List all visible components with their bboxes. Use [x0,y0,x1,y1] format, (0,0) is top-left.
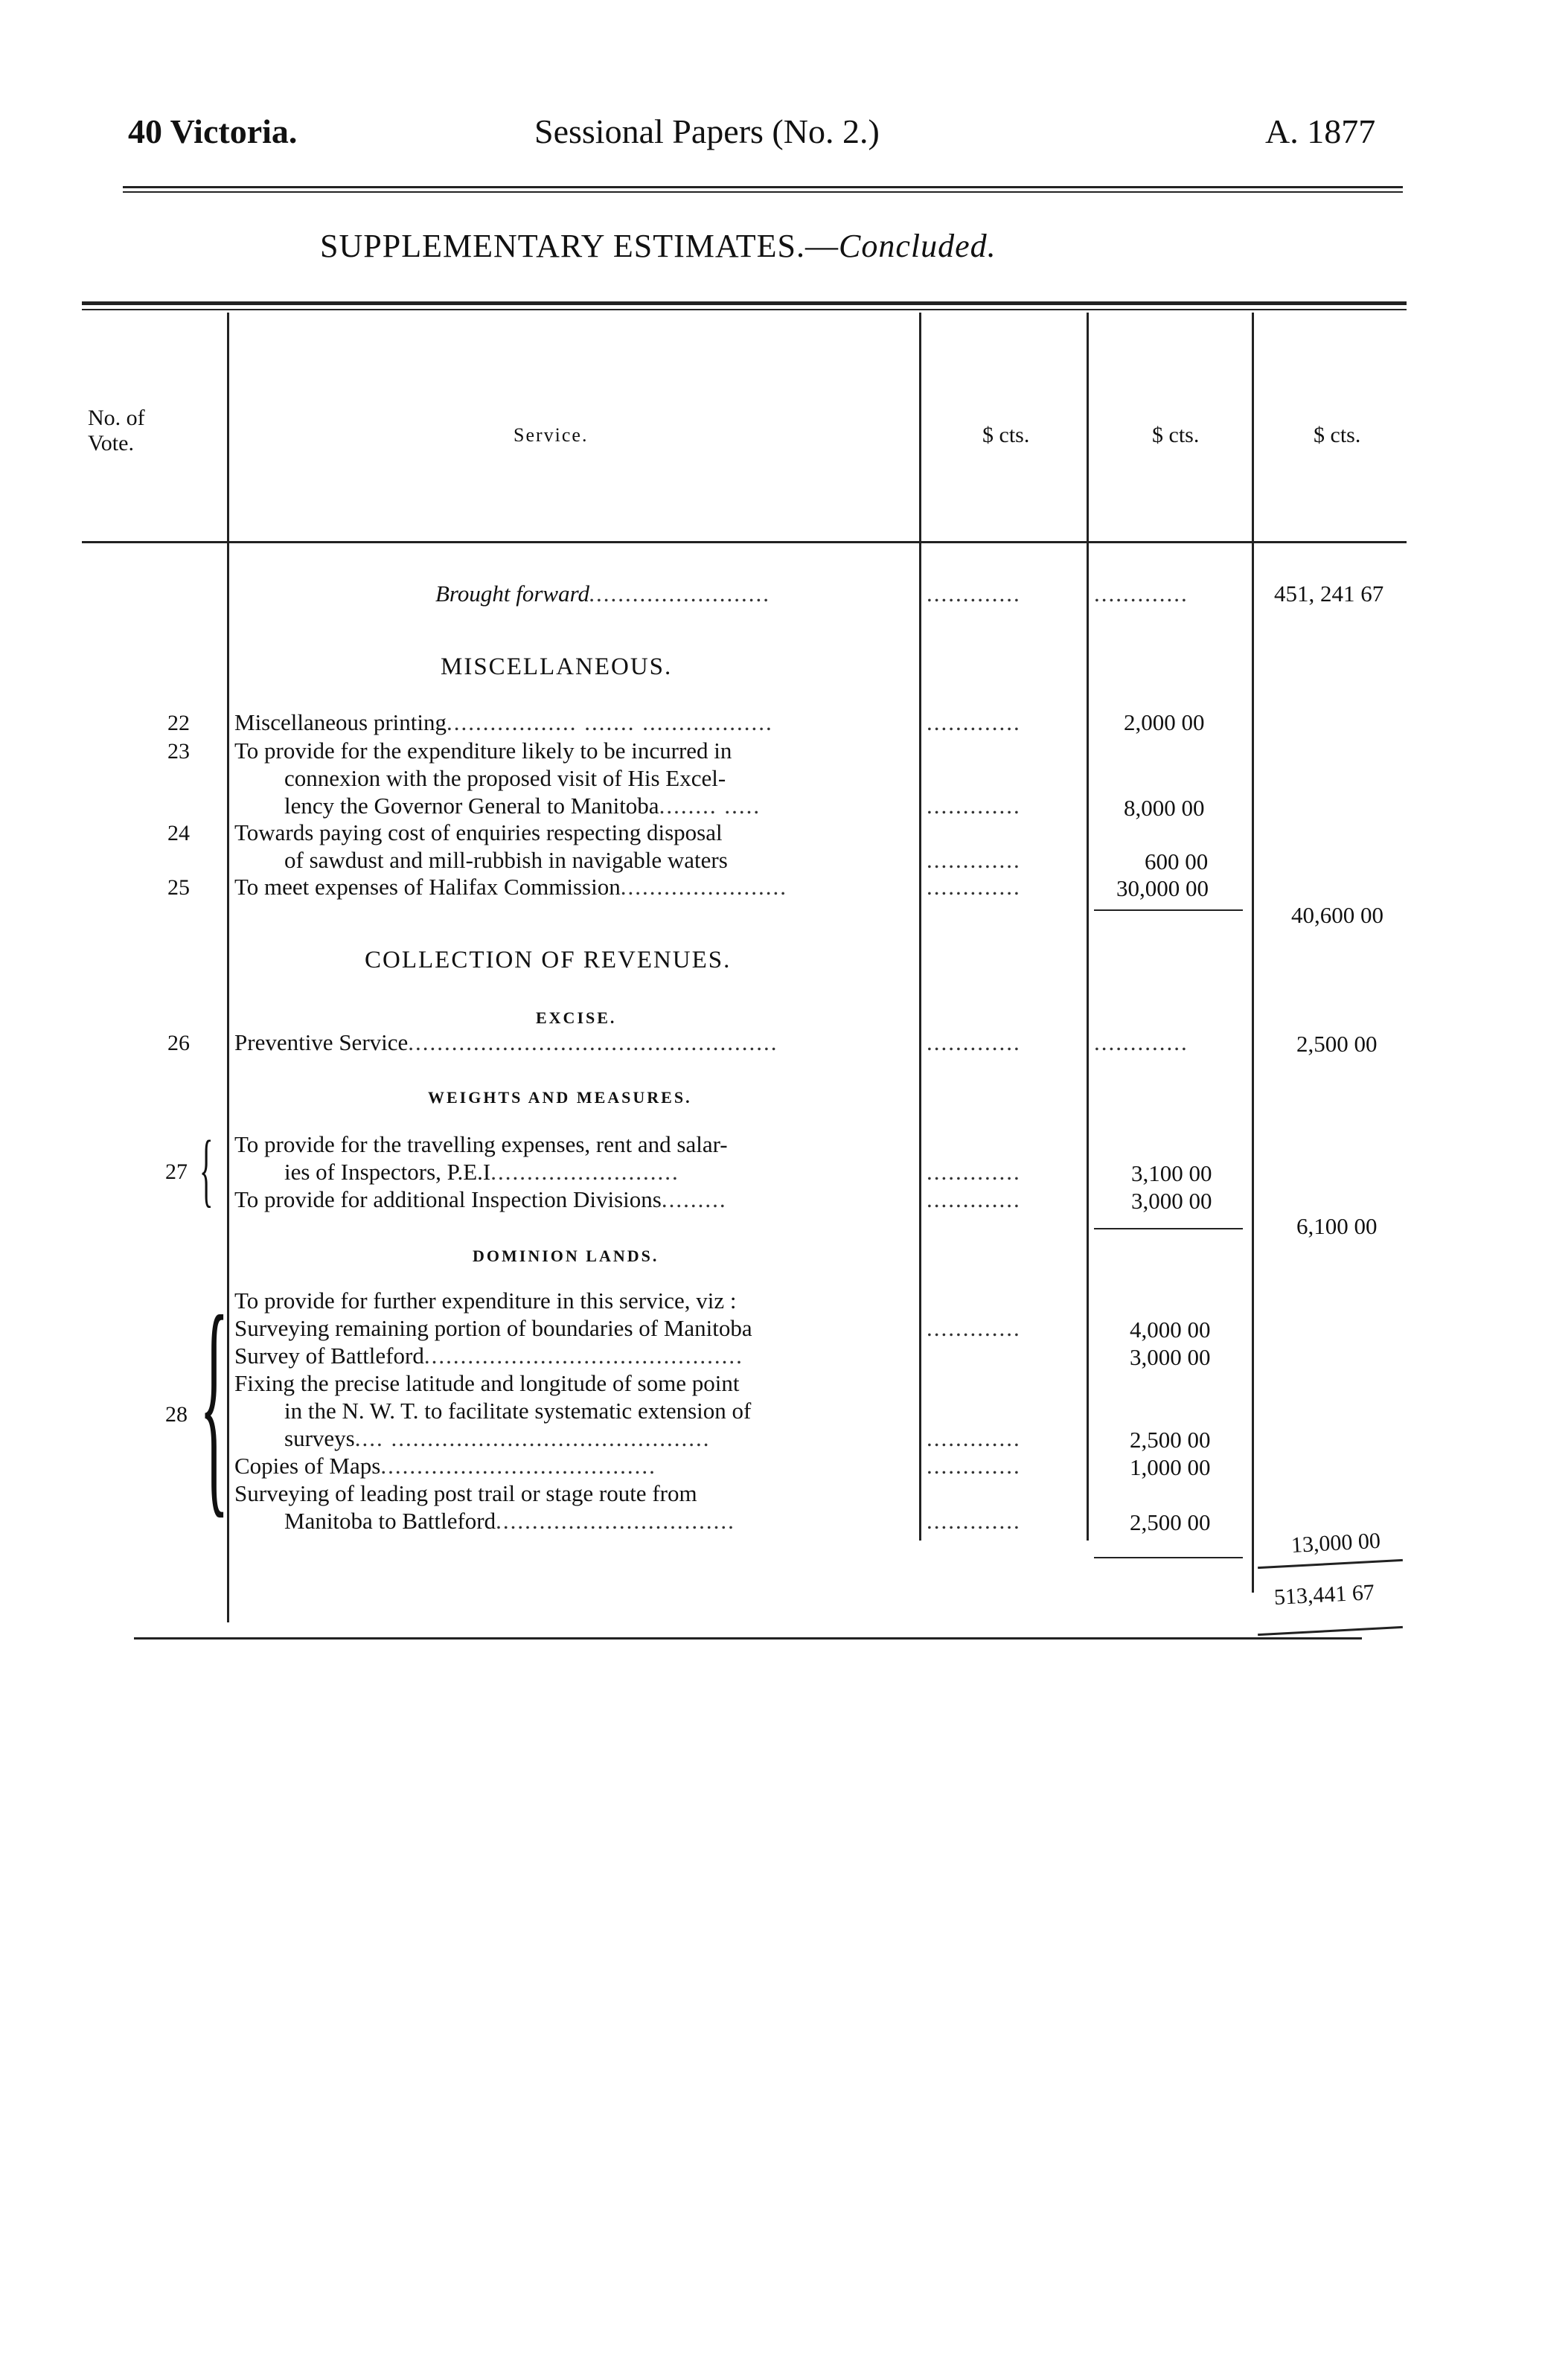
table-top-rule-2 [82,309,1407,310]
amount: 600 00 [1145,848,1209,874]
service-text: To provide for the expenditure likely to be incurred in [234,738,732,764]
col-head-amount-2: $ cts. [1152,423,1200,447]
leader: ............. [927,793,1021,819]
service-text: Copies of Maps...................................... [234,1453,656,1479]
vote-number: 26 [167,1031,190,1055]
service-text: of sawdust and mill-rubbish in navigable waters [284,847,728,873]
col-head-amount-1: $ cts. [982,423,1030,447]
service-text: To provide for further expenditure in this service, viz : [234,1287,737,1314]
amount: 4,000 00 [1130,1317,1211,1343]
amount: 2,500 00 [1130,1509,1211,1535]
brace: { [199,1267,229,1538]
subsection-excise: EXCISE. [536,1008,617,1027]
leader: ............. [927,1159,1021,1185]
service-text: Towards paying cost of enquiries respecting disposal [234,819,723,845]
header-volume: 40 Victoria. [128,112,298,150]
service-text: Survey of Battleford............................................ [234,1343,743,1369]
amount: 8,000 00 [1124,795,1205,821]
subtotal-rule [1094,1228,1243,1229]
subsection-dominion-lands: DOMINION LANDS. [473,1247,659,1265]
leader: ............. [1094,580,1189,607]
subtotal-rule [1094,1557,1243,1558]
table-top-rule [82,301,1407,305]
page-title [320,227,996,265]
vote-number: 22 [167,711,190,735]
service-text: in the N. W. T. to facilitate systematic extension of [284,1398,752,1424]
vote-number: 23 [167,739,190,764]
amount: 30,000 00 [1116,875,1209,901]
service-text: To provide for the travelling expenses, rent and salar- [234,1131,728,1157]
service-text: To meet expenses of Halifax Commission....................... [234,874,787,900]
section-total: 40,600 00 [1291,902,1383,928]
header-year: A. 1877 [1265,112,1376,150]
leader: ............. [927,1315,1021,1341]
grand-total: 513,441 67 [1273,1579,1375,1610]
service-text: ies of Inspectors, P.E.I.......................... [284,1159,679,1185]
vote-number: 27 [165,1159,188,1184]
section-total: 2,500 00 [1296,1031,1378,1057]
subsection-weights-and-measures: WEIGHTS AND MEASURES. [428,1088,692,1107]
section-total: 6,100 00 [1296,1213,1378,1239]
col-head-rule [82,541,1407,543]
leader: ............. [927,874,1021,900]
service-text: connexion with the proposed visit of His Excel- [284,765,726,791]
section-total: 13,000 00 [1290,1528,1381,1558]
section-collection-of-revenues: COLLECTION OF REVENUES. [365,947,732,973]
service-text: Surveying remaining portion of boundaries of Manitoba [234,1315,752,1341]
grand-total-rule [1258,1559,1403,1569]
col-rule-service [919,313,921,1541]
col-rule-amount-1 [1087,313,1089,1541]
amount: 3,000 00 [1130,1344,1211,1370]
service-text: Preventive Service................................................... [234,1029,778,1055]
leader: ............. [927,580,1021,607]
header-rule-2 [123,191,1403,193]
amount: 3,000 00 [1131,1188,1212,1214]
leader: ............. [927,1453,1021,1479]
amount: 1,000 00 [1130,1454,1211,1480]
vote-number: 25 [167,875,190,900]
page-title-italic: Concluded. [839,228,996,264]
col-head-vote: No. of Vote. [88,406,145,455]
leader: ............. [927,1425,1021,1451]
service-text: Manitoba to Battleford................................. [284,1508,735,1534]
brace: { [199,1124,214,1215]
vote-number: 24 [167,821,190,845]
col-head-amount-3: $ cts. [1314,423,1361,447]
col-head-service: Service. [514,424,589,446]
leader: ............. [927,847,1021,873]
amount: 2,000 00 [1124,709,1205,735]
leader: ............. [1094,1029,1189,1055]
page-title-main: SUPPLEMENTARY ESTIMATES.— [320,228,839,264]
service-text: Surveying of leading post trail or stage route from [234,1480,697,1506]
section-miscellaneous: MISCELLANEOUS. [441,653,673,680]
subtotal-rule [1094,909,1243,911]
table-bottom-rule [134,1637,1362,1640]
vote-number: 28 [165,1402,188,1427]
grand-total-rule-bottom [1258,1626,1403,1636]
service-text: lency the Governor General to Manitoba........ ..... [284,793,761,819]
amount: 2,500 00 [1130,1427,1211,1453]
service-text: surveys.... ............................................ [284,1425,711,1451]
service-text: Miscellaneous printing.................. ....... .................. [234,709,773,735]
service-text: Fixing the precise latitude and longitude of some point [234,1370,740,1396]
amount: 3,100 00 [1131,1160,1212,1186]
header-rule [123,186,1403,188]
service-text: To provide for additional Inspection Divisions......... [234,1186,727,1212]
leader: ............. [927,1508,1021,1534]
col-rule-amount-2 [1252,313,1254,1593]
header-sessional-papers: Sessional Papers (No. 2.) [534,112,880,150]
leader: ............. [927,709,1021,735]
brought-forward-total: 451, 241 67 [1274,580,1384,607]
leader: ............. [927,1029,1021,1055]
leader: ............. [927,1186,1021,1212]
brought-forward-label: Brought forward......................... [435,580,771,607]
